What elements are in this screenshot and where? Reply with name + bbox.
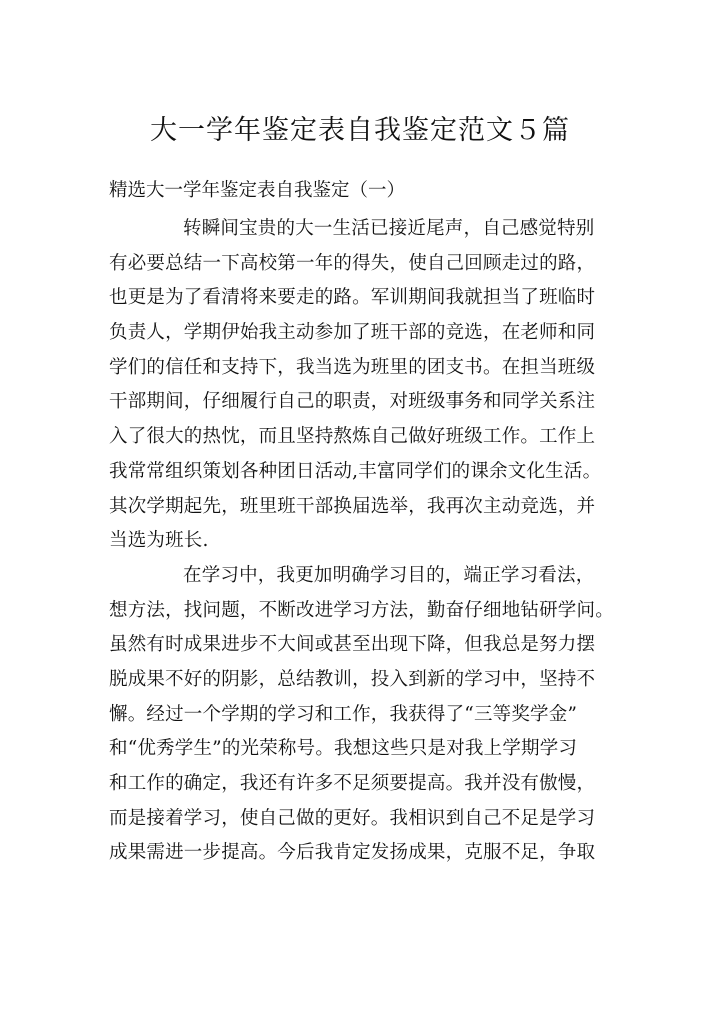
- text-line: 我常常组织策划各种团日活动,丰富同学们的课余文化生活。: [109, 460, 602, 482]
- text-line: 当选为班长.: [109, 530, 209, 552]
- text-line: 和工作的确定，我还有许多不足须要提高。我并没有傲慢，: [109, 773, 596, 794]
- text-line: 在学习中，我更加明确学习目的，端正学习看法，: [183, 564, 595, 586]
- text-line: 而是接着学习，使自己做的更好。我相识到自己不足是学习: [109, 807, 596, 829]
- text-line: 其次学期起先，班里班干部换届选举，我再次主动竞选，并: [109, 495, 596, 517]
- text-line: 入了很大的热忱，而且坚持熬炼自己做好班级工作。工作上: [109, 426, 596, 448]
- section-heading: 精选大一学年鉴定表自我鉴定（一）: [109, 180, 406, 201]
- text-line: 学们的信任和支持下，我当选为班里的团支书。在担当班级: [109, 356, 596, 378]
- text-line: 成果需进一步提高。今后我肯定发扬成果，克服不足，争取: [109, 842, 596, 864]
- text-line: 干部期间，仔细履行自己的职责，对班级事务和同学关系注: [109, 391, 596, 413]
- text-line: 转瞬间宝贵的大一生活已接近尾声，自己感觉特别: [183, 218, 595, 239]
- body-text: [109, 212, 619, 871]
- text-line: 虽然有时成果进步不大间或甚至出现下降，但我总是努力摆: [109, 634, 596, 656]
- text-line: 脱成果不好的阴影，总结教训，投入到新的学习中，坚持不: [109, 668, 596, 690]
- text-line: 负责人，学期伊始我主动参加了班干部的竞选，在老师和同: [109, 322, 596, 344]
- text-line: 懈。经过一个学期的学习和工作，我获得了“三等奖学金”: [109, 703, 578, 725]
- text-line: 和“优秀学生”的光荣称号。我想这些只是对我上学期学习: [109, 738, 578, 760]
- document-title: 大一学年鉴定表自我鉴定范文５篇: [150, 115, 570, 146]
- text-line: 也更是为了看清将来要走的路。军训期间我就担当了班临时: [109, 287, 596, 309]
- text-line: 有必要总结一下高校第一年的得失，使自己回顾走过的路，: [109, 252, 596, 274]
- text-line: 想方法，找问题，不断改进学习方法，勤奋仔细地钻研学问。: [109, 599, 614, 621]
